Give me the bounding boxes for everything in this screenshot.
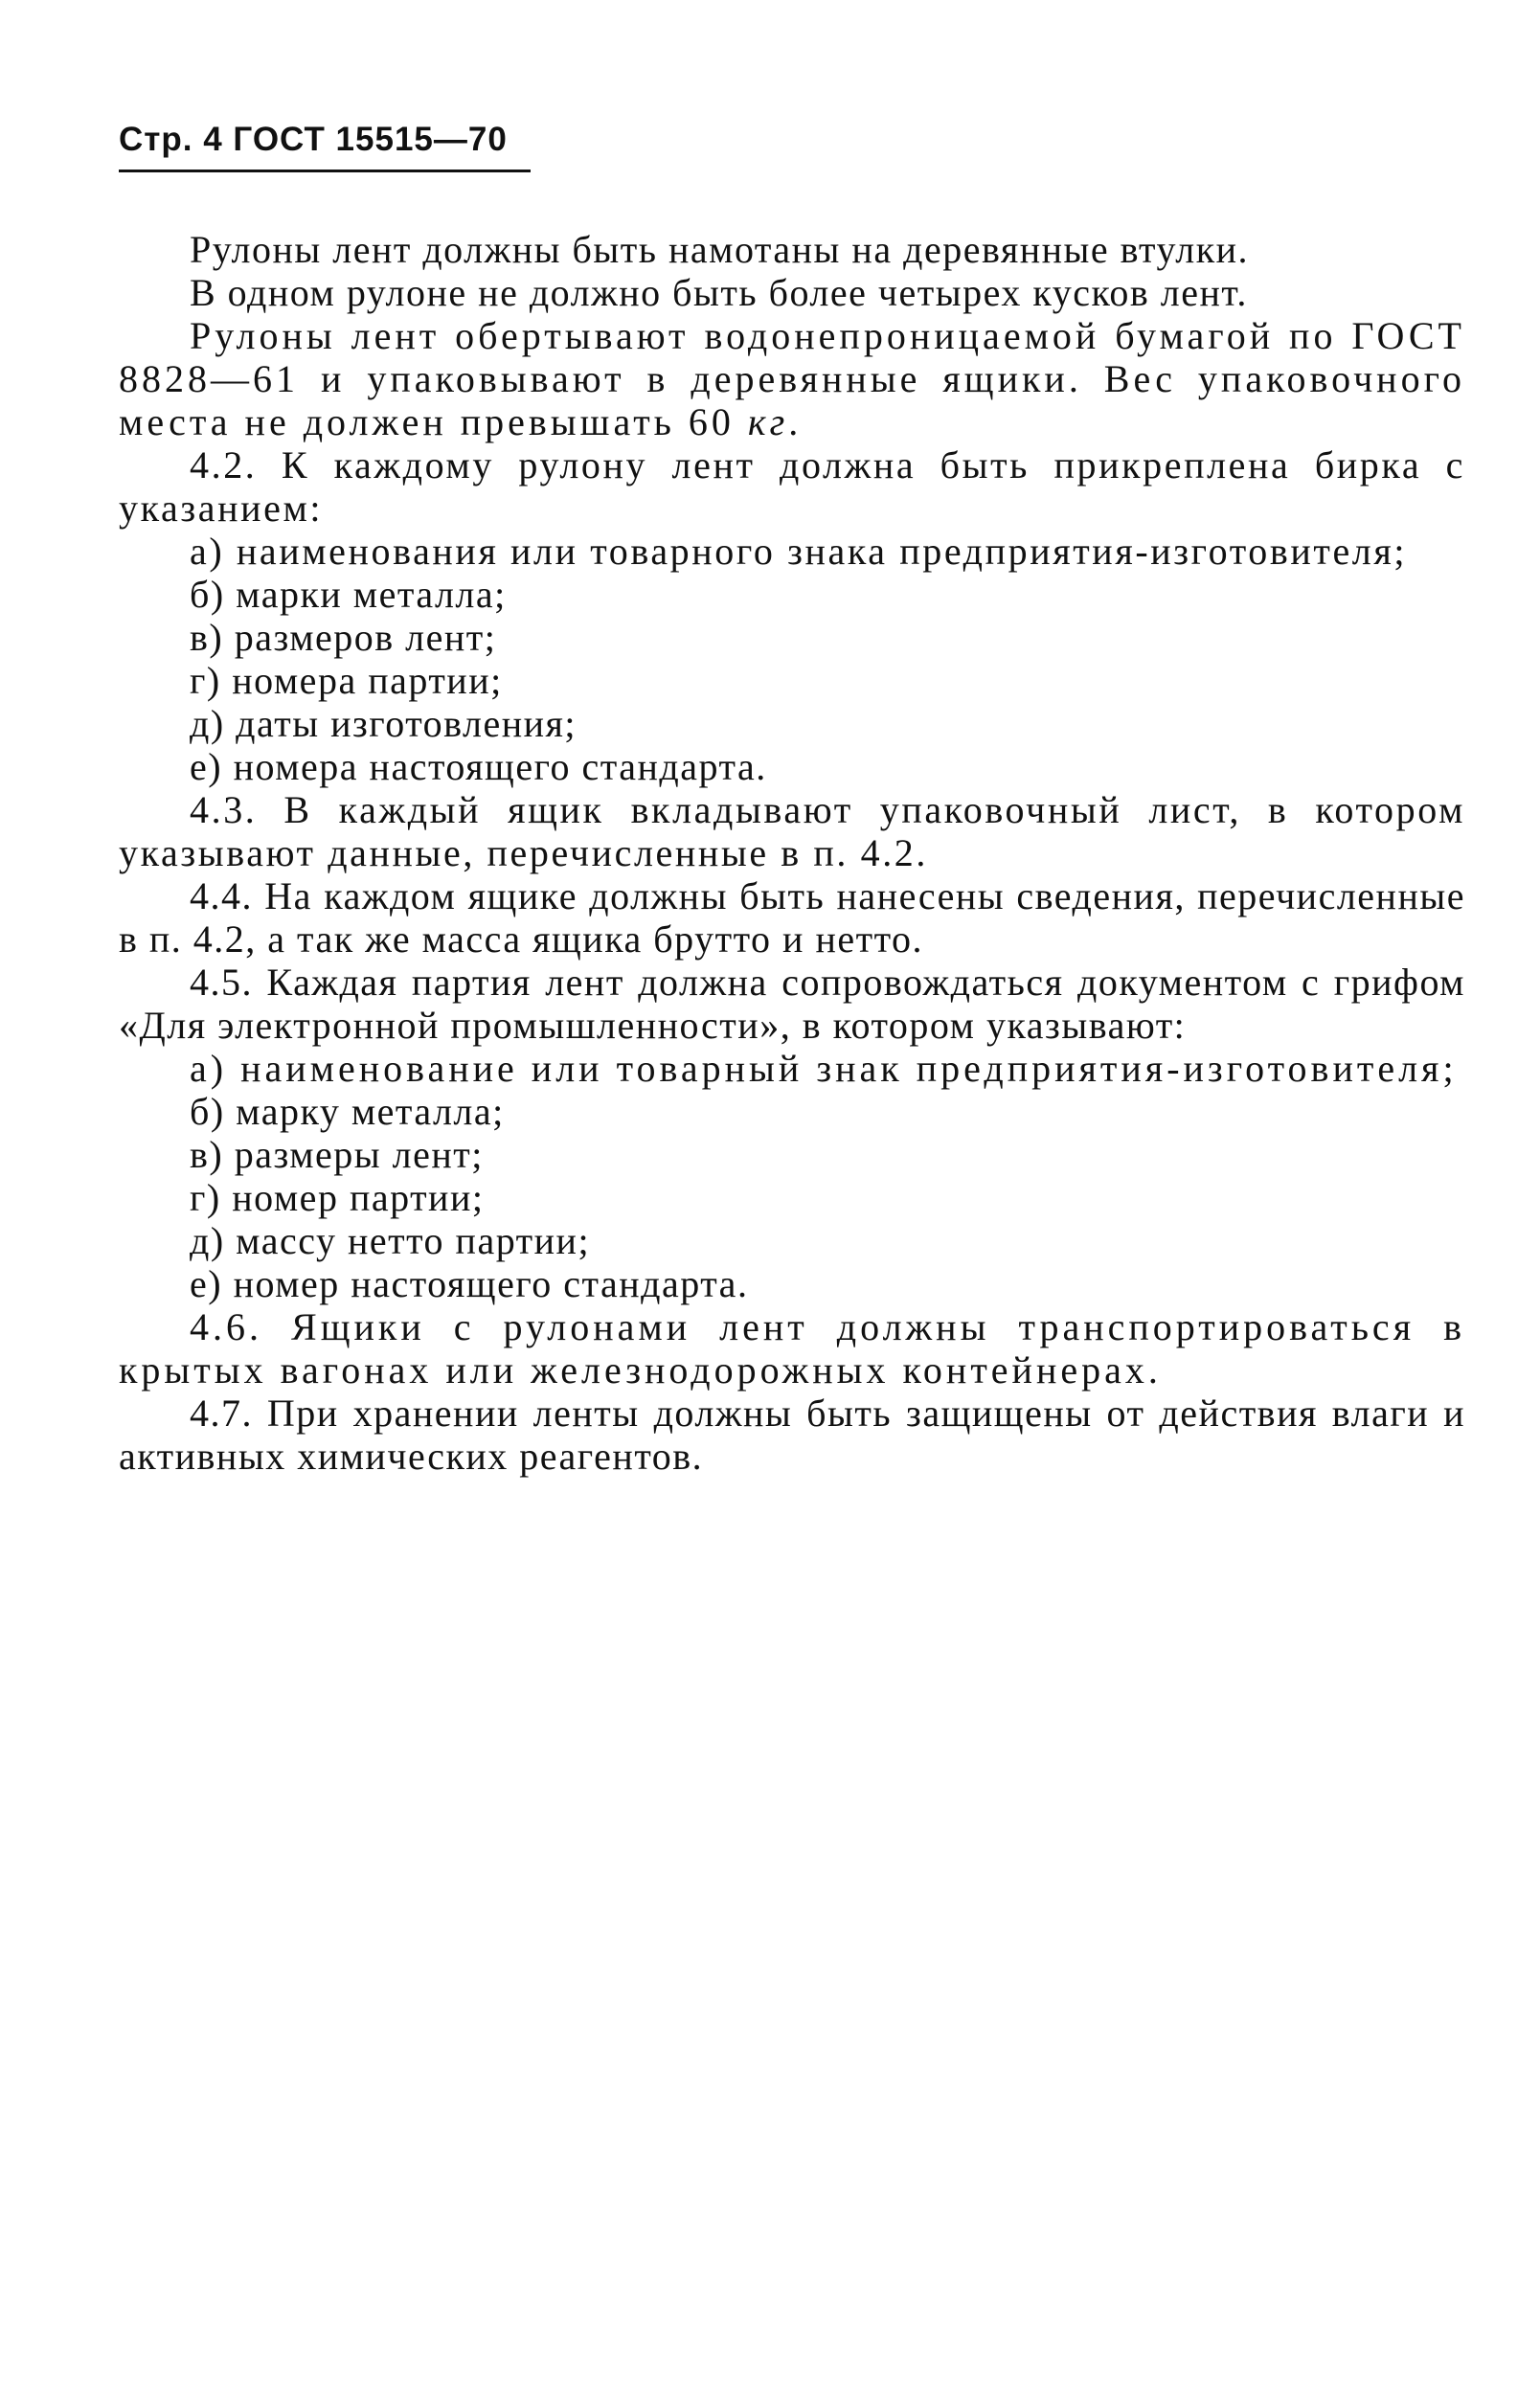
header-rule [119,170,531,172]
list-item: д) даты изготовления; [190,702,578,745]
paragraph: В одном рулоне не должно быть более четырех кусков лент. [190,271,1248,314]
list-item: б) марки металла; [190,573,507,616]
paragraph-text: Рулоны лент обертывают водонепроницаемой бумагой по ГОСТ 8828—61 и упаковывают в деревянные ящики. Вес упаковочного места не должен превышать 60 [119,314,1465,443]
list-item: в) размеры лент; [190,1133,484,1176]
document-body [119,228,1465,1478]
unit-text: кг [747,400,789,443]
paragraph: 4.5. Каждая партия лент должна сопровождаться документом с грифом «Для электронной промышленности», в котором указывают: [119,961,1465,1047]
list-item: б) марку металла; [190,1090,505,1133]
paragraph: 4.4. На каждом ящике должны быть нанесены сведения, перечисленные в п. 4.2, а так же масса ящика брутто и нетто. [119,874,1465,961]
paragraph: 4.6. Ящики с рулонами лент должны транспортироваться в крытых вагонах или железнодорожных контейнерах. [119,1305,1465,1392]
list-item: г) номер партии; [190,1176,485,1219]
list-item: д) массу нетто партии; [190,1219,591,1262]
paragraph: 4.2. К каждому рулону лент должна быть прикреплена бирка с указанием: [119,443,1465,530]
list-item: в) размеров лент; [190,616,497,659]
list-item: а) наименования или товарного знака предприятия-изготовителя; [190,530,1408,573]
list-item: е) номер настоящего стандарта. [190,1262,749,1305]
list-item: г) номера партии; [190,659,503,702]
paragraph: 4.7. При хранении ленты должны быть защищены от действия влаги и активных химических реагентов. [119,1392,1465,1478]
paragraph-end: . [788,400,803,443]
paragraph [119,314,1465,443]
paragraph: Рулоны лент должны быть намотаны на деревянные втулки. [190,228,1250,271]
paragraph: 4.3. В каждый ящик вкладывают упаковочный лист, в котором указывают данные, перечисленные в п. 4.2. [119,788,1465,874]
list-item: е) номера настоящего стандарта. [190,745,767,788]
page-number-title: Стр. 4 ГОСТ 15515—70 [119,121,508,158]
page-header [119,120,531,172]
list-item: а) наименование или товарный знак предприятия-изготовителя; [190,1047,1458,1090]
